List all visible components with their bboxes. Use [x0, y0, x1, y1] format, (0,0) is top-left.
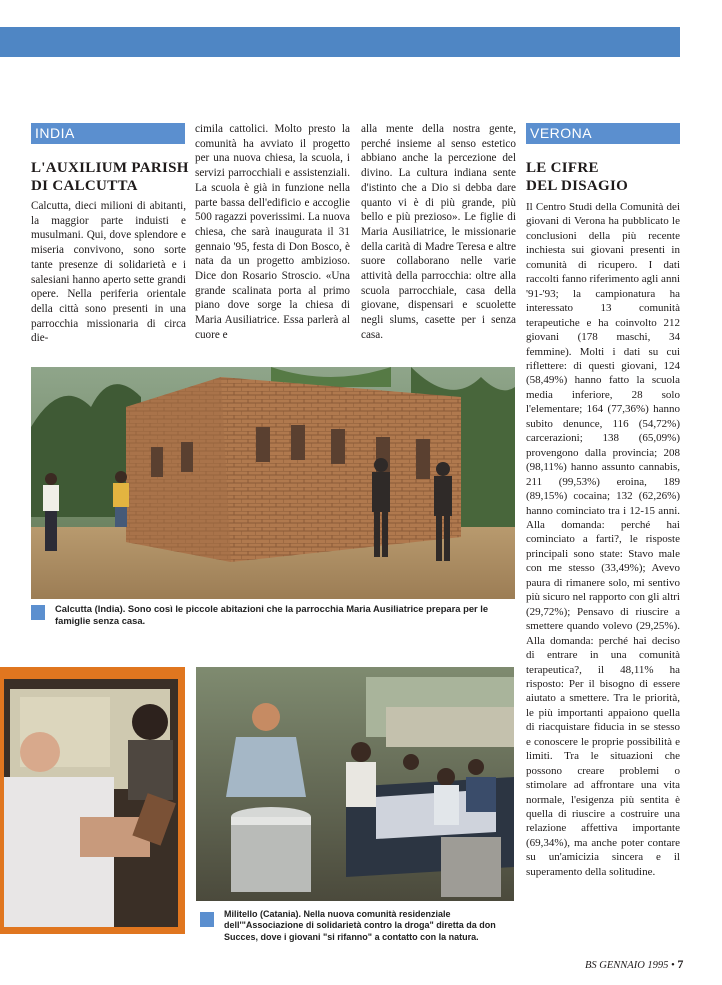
article-title-verona [526, 159, 680, 195]
india-column-3 [361, 122, 516, 343]
photo-calcutta [31, 367, 515, 599]
paragraph: alla mente della nostra gente, perché insieme al senso estetico abbiano anche la percezione del divino. La cultura indiana sente d'istinto che a Dio si debba dare quanto vi è di più grande, più bello e più prezioso». Le figlie di Maria Ausiliatrice, le missionarie della carità di Madre Teresa e altre suore collaborano nelle varie attività della parrocchia: oltre alla scuola parrocchiale, casa della giovane, dispensari e scuolette negli slums, casette per i senza casa. [361, 123, 516, 341]
verona-column [526, 200, 680, 879]
page-footer [585, 957, 685, 972]
india-column-1 [31, 199, 186, 346]
title-line-2: DI CALCUTTA [31, 178, 138, 194]
photo-calcutta-image [31, 367, 515, 599]
india-column-2 [195, 122, 350, 343]
header-color-band [0, 27, 680, 57]
caption-marker [200, 912, 214, 927]
photo-vehicle-image [0, 667, 185, 934]
caption-marker [31, 605, 45, 620]
paragraph: cimila cattolici. Molto presto la comunità ha avviato il progetto per una nuova chiesa, la scuola, i servizi parrocchiali e assistenziali. La scuola è già in funzione nella parte bassa dell'edificio e accoglie 500 ragazzi poverissimi. La nuova chiesa, che sarà inaugurata il 31 gennaio '95, festa di Don Bosco, è nata da un progetto ambizioso. Dice don Rosario Stroscio. «Una grande scalinata porta al primo piano dove sorge la chiesa di Maria Ausiliatrice. Essa parlerà al cuore e [195, 123, 350, 341]
paragraph: Il Centro Studi della Comunità dei giovani di Verona ha pubblicato le conclusioni della più recente inchiesta sui giovani presenti in comunità di ricupero. I dati raccolti fanno riferimento agli anni '91-'93; la campionatura ha interessato 13 comunità terapeutiche e ha coinvolto 212 giovani (178 maschi, 34 femmine). Molti i dati su cui riflettere: di questi giovani, 124 (58,49%) hanno fatto la scuola media inferiore, 28 solo l'elementare; 164 (77,36%) hanno subito denunce, 116 (54,72%) carcerazioni; 138 (65,09%) provengono dalla provincia; 208 (98,11%) hanno assunto cannabis, 211 (99,53%) eroina, 189 (89,15%) cocaina; 132 (62,26%) hanno cominciato tra i 12-15 anni. Alla domanda: perché hai cominciato a farti?, le risposte principali sono state: Stavo male con me stesso (33,49%); Avevo paura di rimanere solo, mi sentivo più sicuro nel rapporto con gli altri (29,72%); Pensavo di riuscire a smettere quando volevo (29,25%). Alla domanda: perché hai deciso di entrare in una comunità terapeutica?, il 48,11% ha risposto: Per il bisogno di essere aiutato a smettere. Tra le priorità, le più importanti appaiono quella di riacquistare fiducia in se stesso e conoscere le proprie possibilità e limiti. Tra le situazioni che possono creare problemi o stimolare ad affrontare una vita normale, l'esigenza più sentita è quella di riuscire a costruire una relazione affettiva importante (69,34%), ma anche poter contare su un'amicizia sincera e il superamento della solitudine. [526, 201, 680, 878]
title-line-2: DEL DISAGIO [526, 178, 629, 194]
photo-vehicle-frame [0, 667, 185, 934]
separator: • [671, 960, 675, 971]
caption-militello: Militello (Catania). Nella nuova comunità residenziale dell'"Associazione di solidarietà contro la droga" diretta da don Succes, dove i giovani "si rifanno" a contatto con la natura. [224, 909, 496, 942]
photo-militello [196, 667, 514, 901]
caption-calcutta: Calcutta (India). Sono così le piccole abitazioni che la parrocchia Maria Ausiliatrice prepara per le famiglie senza casa. [55, 603, 489, 626]
title-line-1: L'AUXILIUM PARISH [31, 160, 189, 176]
section-tag-india: INDIA [31, 123, 185, 144]
title-line-1: LE CIFRE [526, 160, 599, 176]
page-number: 7 [677, 957, 684, 971]
section-tag-verona: VERONA [526, 123, 680, 144]
article-title-india [31, 159, 191, 195]
paragraph: Calcutta, dieci milioni di abitanti, la maggior parte induisti e musulmani. Qui, dove splendore e miseria convivono, sono sorte tante presenze di solidarietà e i salesiani hanno aperto sette grandi opere. Nella periferia orientale della città sono presenti in una parrocchia missionaria di circa die- [31, 200, 186, 345]
magazine-issue: BS GENNAIO 1995 [585, 960, 669, 971]
photo-militello-image [196, 667, 514, 901]
